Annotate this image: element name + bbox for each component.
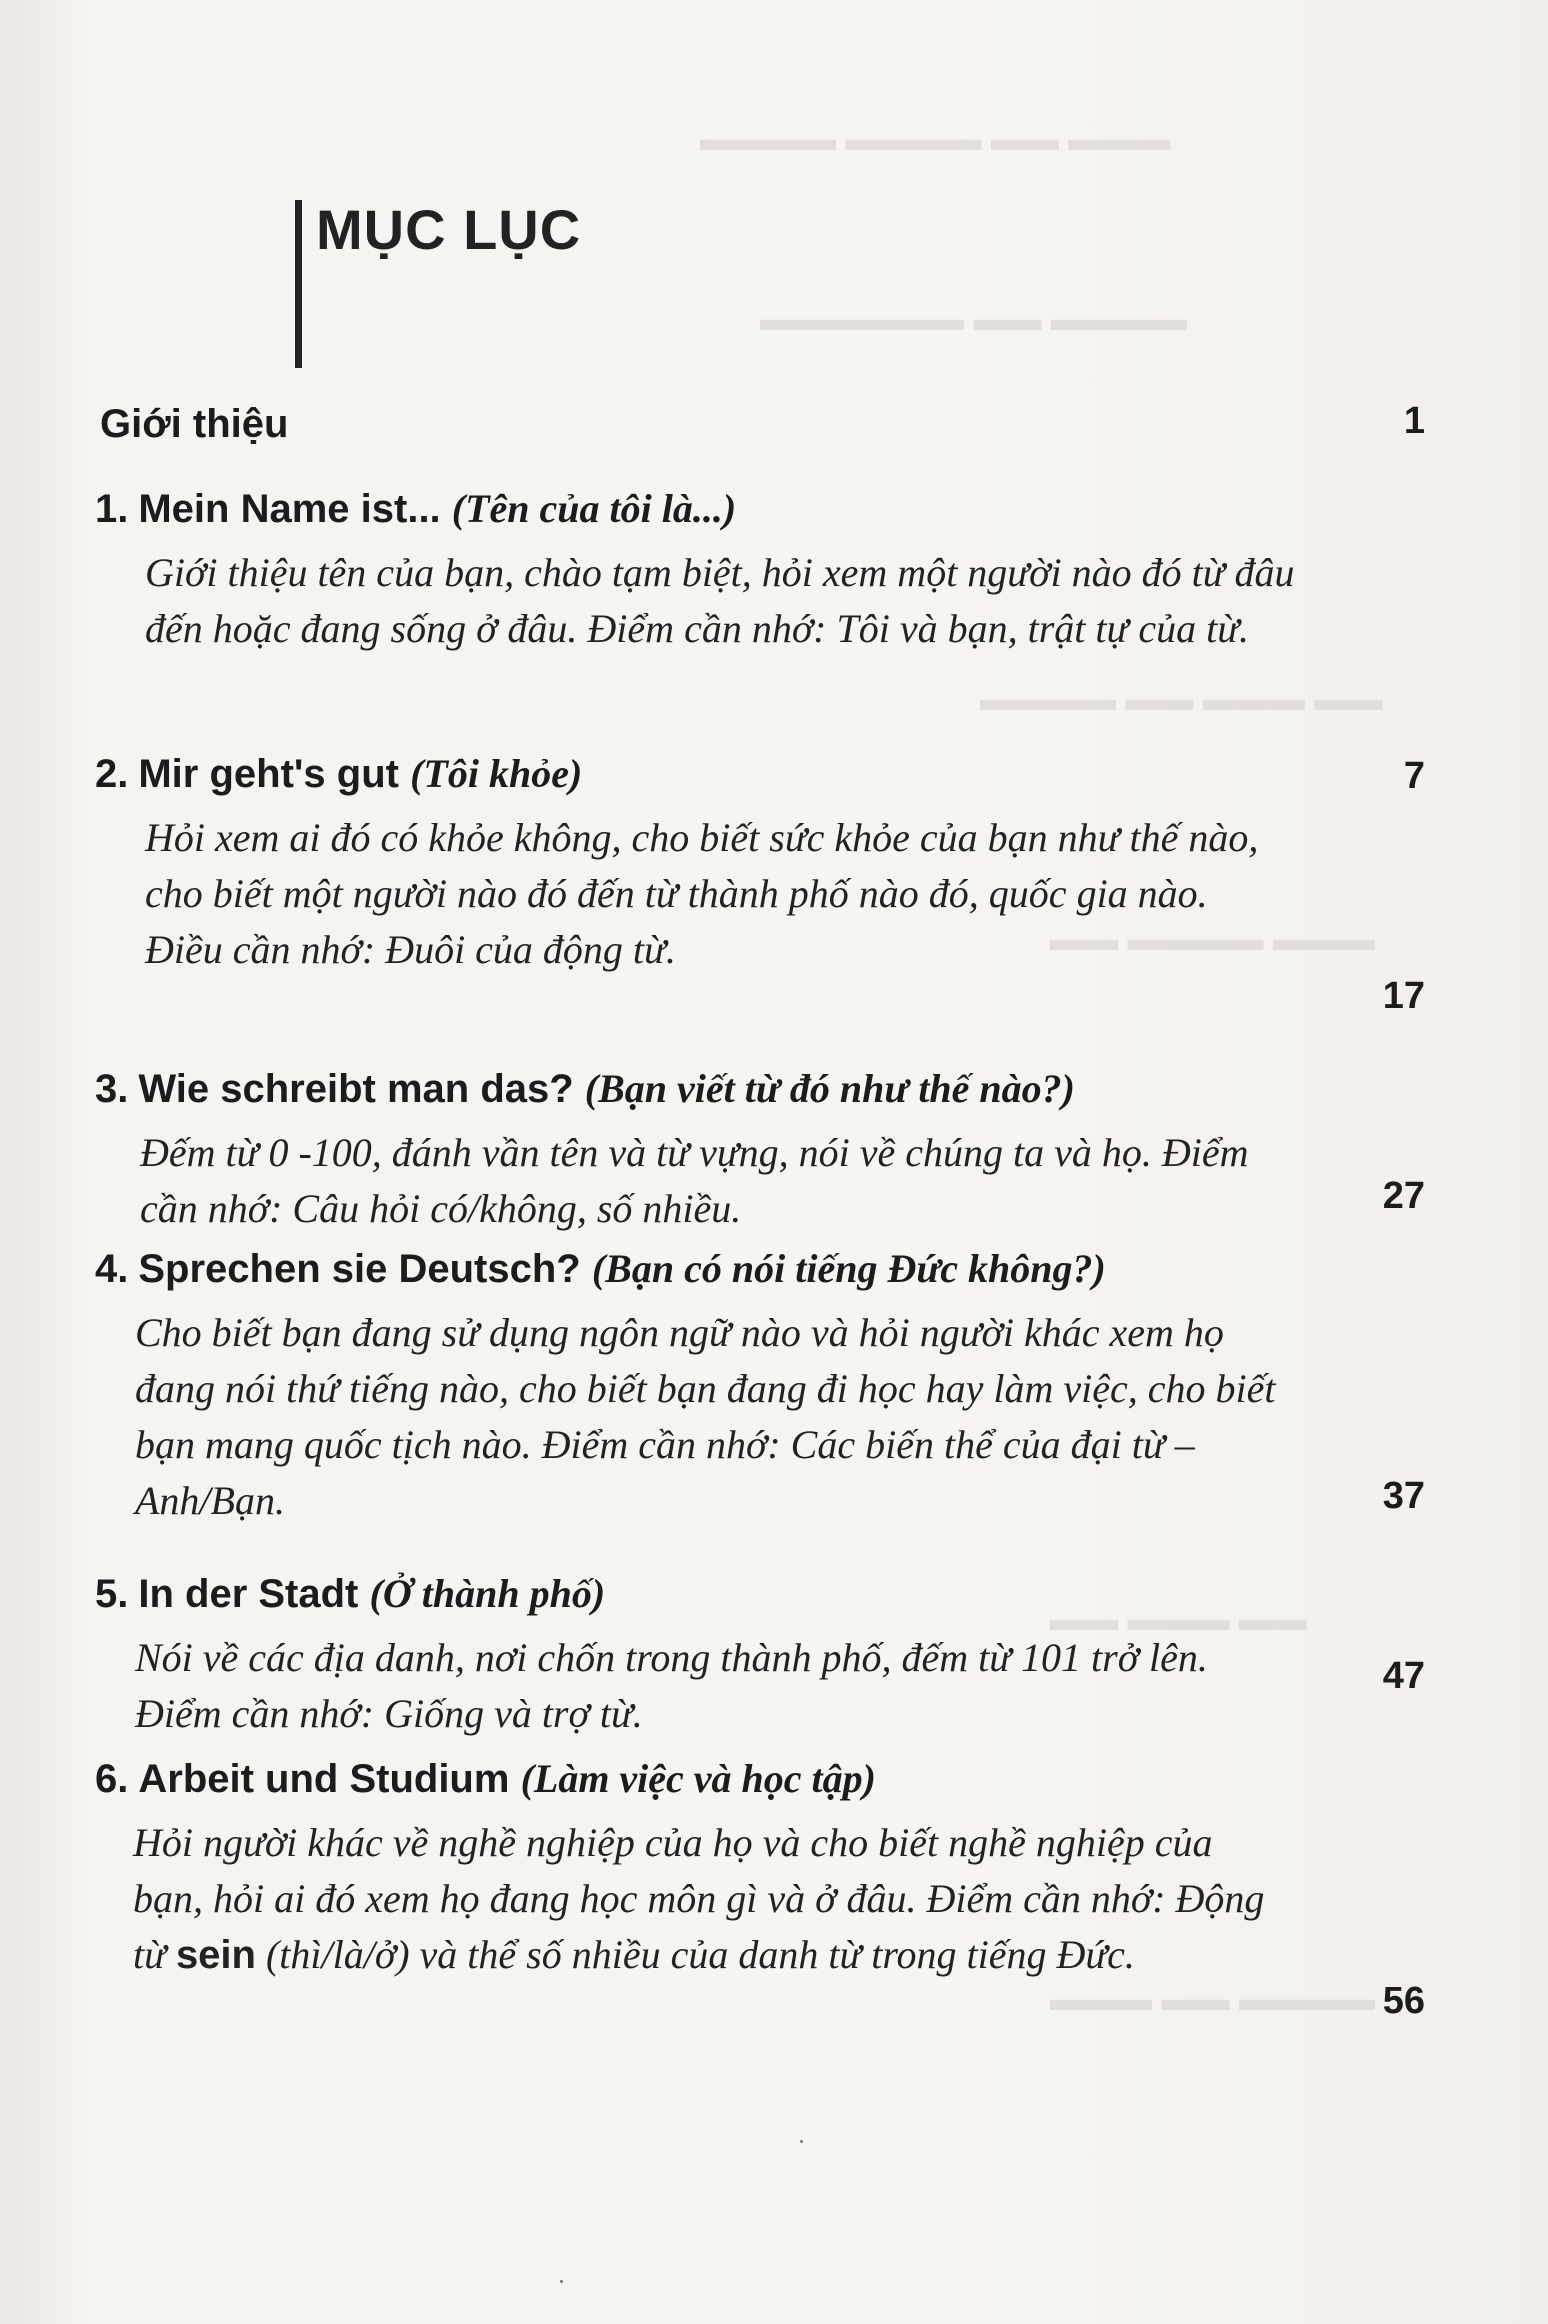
print-speck (560, 2280, 563, 2283)
entry-heading (95, 485, 1425, 533)
entry-page-number: 17 (1382, 975, 1425, 1017)
title-block (295, 200, 581, 368)
toc-entry-6 (95, 1755, 1425, 2055)
entry-heading (95, 1755, 1425, 1803)
show-through-texture: ▬▬▬▬ ▬▬ ▬▬▬ (1050, 1980, 1375, 2018)
table-of-contents (95, 390, 1425, 2055)
entry-heading (95, 1245, 1425, 1293)
entry-subtitle: (Tên của tôi là...) (451, 486, 737, 531)
print-speck (800, 2140, 803, 2143)
entry-description-part: (thì/là/ở) và thể số nhiều của danh từ trong tiếng Đức. (255, 1932, 1135, 1977)
entry-title: In der Stadt (138, 1572, 359, 1616)
entry-description-part: Hỏi người khác về nghề nghiệp của họ và cho biết nghề nghiệp của bạn, hỏi ai đó xem họ đang học môn gì và ở đâu. Điểm cần nhớ: Động từ (133, 1820, 1265, 1977)
entry-title: Sprechen sie Deutsch? (138, 1247, 581, 1291)
show-through-texture: ▬▬▬ ▬▬▬▬ ▬▬ (1050, 920, 1375, 958)
entry-description: Cho biết bạn đang sử dụng ngôn ngữ nào và hỏi người khác xem họ đang nói thứ tiếng nào, cho biết bạn đang đi học hay làm việc, cho biết bạn mang quốc tịch nào. Điểm cần nhớ: Các biến thể của đại từ – Anh/Bạn. (135, 1310, 1276, 1523)
intro-heading: Giới thiệu (100, 402, 289, 446)
page-title: MỤC LỤC (316, 198, 582, 261)
toc-entry-3 (95, 1065, 1425, 1230)
entry-description: Hỏi xem ai đó có khỏe không, cho biết sức khỏe của bạn như thế nào, cho biết một người nào đó đến từ thành phố nào đó, quốc gia nào. Điều cần nhớ: Đuôi của động từ. (145, 815, 1259, 972)
entry-subtitle: (Tôi khỏe) (410, 751, 583, 796)
entry-page-number: 7 (1403, 755, 1425, 797)
entry-heading (95, 1570, 1425, 1618)
entry-title: Arbeit und Studium (138, 1757, 510, 1801)
entry-description: Đếm từ 0 -100, đánh vần tên và từ vựng, nói về chúng ta và họ. Điểm cần nhớ: Câu hỏi có/không, số nhiều. (140, 1130, 1249, 1231)
show-through-texture: ▬▬ ▬▬▬ ▬▬ (1050, 1600, 1307, 1638)
entry-description: Giới thiệu tên của bạn, chào tạm biệt, hỏi xem một người nào đó từ đâu đến hoặc đang sống ở đâu. Điểm cần nhớ: Tôi và bạn, trật tự của từ. (145, 550, 1295, 651)
entry-subtitle: (Làm việc và học tập) (520, 1756, 876, 1801)
entry-description: Nói về các địa danh, nơi chốn trong thành phố, đếm từ 101 trở lên. Điểm cần nhớ: Giống và trợ từ. (135, 1635, 1208, 1736)
show-through-texture: ▬▬ ▬▬▬ ▬▬ ▬▬▬▬ (980, 680, 1383, 718)
entry-number: 3. (95, 1067, 129, 1111)
entry-title: Wie schreibt man das? (138, 1067, 574, 1111)
entry-title: Mir geht's gut (138, 752, 399, 796)
entry-subtitle: (Ở thành phố) (369, 1571, 606, 1616)
toc-entry-2 (95, 750, 1425, 1055)
entry-page-number: 27 (1382, 1175, 1425, 1217)
entry-page-number: 47 (1382, 1655, 1425, 1697)
entry-heading (95, 750, 1425, 798)
show-through-texture: ▬▬▬▬ ▬▬ ▬▬▬▬▬▬ (760, 300, 1187, 338)
intro-page-number: 1 (1403, 400, 1425, 442)
entry-description (133, 1815, 1275, 1983)
entry-number: 1. (95, 487, 129, 531)
entry-title: Mein Name ist... (138, 487, 441, 531)
entry-number: 6. (95, 1757, 129, 1801)
toc-entry-5 (95, 1570, 1425, 1735)
entry-number: 2. (95, 752, 129, 796)
entry-page-number: 37 (1382, 1475, 1425, 1517)
toc-entry-4 (95, 1245, 1425, 1550)
entry-page-number: 56 (1382, 1980, 1425, 2022)
entry-description-keyword: sein (175, 1933, 256, 1977)
entry-subtitle: (Bạn có nói tiếng Đức không?) (591, 1246, 1106, 1291)
entry-subtitle: (Bạn viết từ đó như thế nào?) (584, 1066, 1075, 1111)
toc-entry-intro (95, 390, 1425, 485)
entry-number: 5. (95, 1572, 129, 1616)
show-through-texture: ▬▬▬ ▬▬ ▬▬▬▬ ▬▬▬▬ (700, 120, 1171, 158)
entry-number: 4. (95, 1247, 129, 1291)
entry-heading (95, 1065, 1425, 1113)
